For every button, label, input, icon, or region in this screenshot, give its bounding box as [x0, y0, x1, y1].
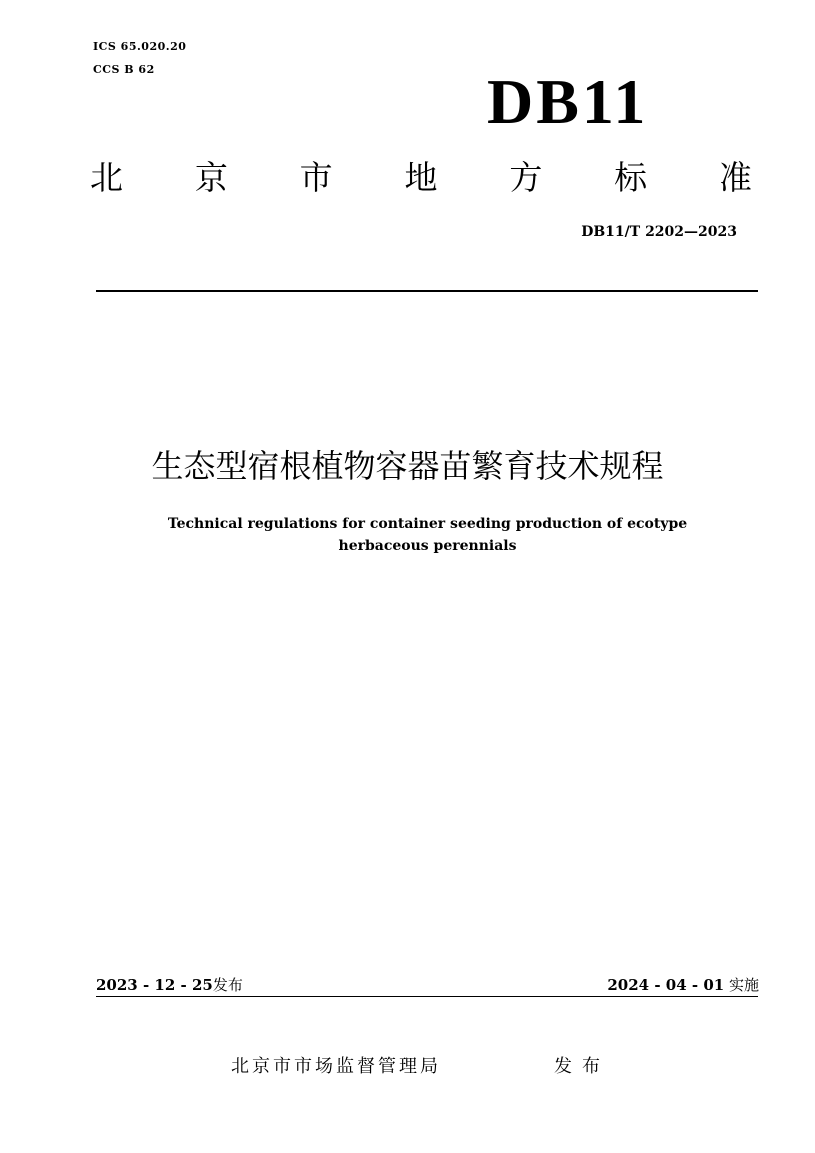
header-divider — [96, 290, 758, 292]
standard-type-char: 京 — [194, 158, 228, 197]
publisher-name: 北京市市场监督管理局 — [231, 1056, 441, 1077]
ccs-code: CCS B 62 — [93, 63, 155, 76]
standard-mark: DB11 — [487, 66, 649, 137]
implementation-date — [607, 975, 759, 995]
standard-type-char: 地 — [404, 158, 438, 197]
document-title-chinese: 生态型宿根植物容器苗繁育技术规程 — [151, 447, 664, 485]
standard-type-char: 方 — [509, 158, 543, 197]
standard-type-char: 标 — [614, 158, 648, 197]
document-title-english — [100, 513, 755, 557]
issue-date — [96, 975, 243, 995]
implementation-date-value: 2024 - 04 - 01 — [607, 976, 725, 994]
footer-divider — [96, 996, 758, 997]
issue-date-value: 2023 - 12 - 25 — [96, 976, 213, 994]
english-title-line: herbaceous perennials — [338, 538, 517, 554]
standard-number: DB11/T 2202—2023 — [581, 224, 737, 240]
implementation-date-label: 实施 — [728, 976, 759, 994]
standard-type-char: 市 — [299, 158, 333, 197]
issue-date-label: 发布 — [212, 976, 243, 994]
standard-type-char: 准 — [718, 158, 752, 197]
ics-code: ICS 65.020.20 — [93, 40, 187, 53]
english-title-line: Technical regulations for container seeding production of ecotype — [167, 516, 688, 532]
standard-type-heading — [90, 158, 752, 198]
publisher-action: 发布 — [554, 1056, 610, 1077]
standard-type-char: 北 — [90, 158, 123, 197]
